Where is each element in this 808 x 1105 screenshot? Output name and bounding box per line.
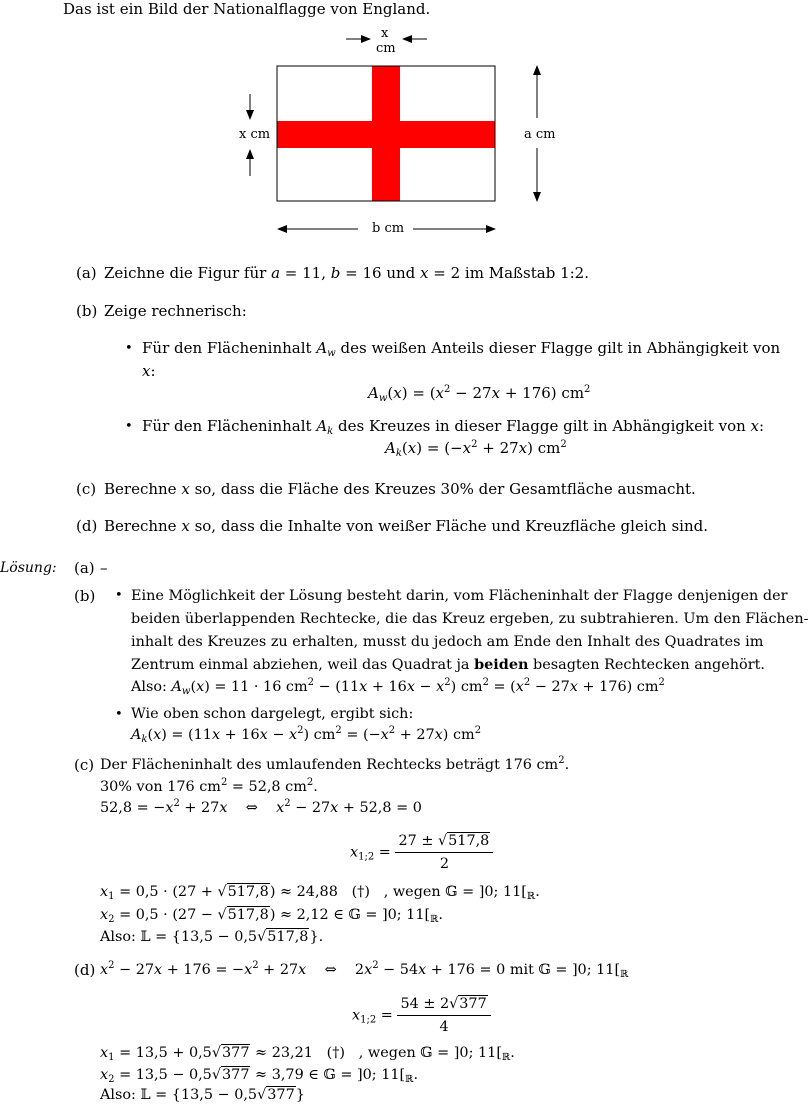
solution-b1-line3: inhalt des Kreuzes zu erhalten, musst du jedoch am Ende den Inhalt des Quadrates im xyxy=(131,634,764,650)
solution-c-x1: $x_1 = 0,5 \cdot (27 + √517,8) \approx 24,88$ (†) , wegen 𝔾 = ]0; $11[_ℝ$. xyxy=(100,884,540,902)
intro-text: Das ist ein Bild der Nationalflagge von England. xyxy=(63,0,431,18)
solution-c-formula: $x_{1;2}$ = $\frac{27 \pm √517,8}{2}$ xyxy=(350,831,493,874)
solution-d-line1: $x^2 - 27x + 176 = -x^2 + 27x$ ⇔ $2x^2 - 54x + 176 = 0$ mit 𝔾 = ]0; $11[_ℝ$ xyxy=(100,960,629,980)
task-b2-formula: $A_k(x) = (-x^2 + 27x)$ $cm^2$ xyxy=(385,439,567,459)
task-c-text: Berechne x so, dass die Fläche des Kreuzes 30% der Gesamtfläche ausmacht. xyxy=(104,480,696,498)
solution-d-formula: $x_{1;2}$ = $\frac{54 \pm 2√377}{4}$ xyxy=(352,994,491,1037)
task-a-label: (a) xyxy=(76,264,97,282)
solution-c-label: (c) xyxy=(74,756,95,774)
solution-a-label: (a) xyxy=(74,559,95,577)
task-b1-line1: Für den Flächeninhalt $A_w$ des weißen Anteils dieser Flagge gilt in Abhängigkeit von xyxy=(142,339,781,359)
solution-c-line3: $52,8 = -x^2 + 27x$ ⇔ $x^2 - 27x + 52,8 = 0$ xyxy=(100,798,422,816)
task-a-text: Zeichne die Figur für a = 11, b = 16 und x = 2 im Maßstab 1:2. xyxy=(104,264,589,282)
solution-c-x2: $x_2 = 0,5 \cdot (27 - √517,8) \approx 2,12$ ∈ 𝔾 = ]0; $11[_ℝ$. xyxy=(100,907,443,925)
bullet: • xyxy=(115,707,123,722)
task-b1-formula: $A_w(x) = (x^2 - 27x + 176)$ $cm^2$ xyxy=(368,384,591,404)
task-b-text: Zeige rechnerisch: xyxy=(104,302,247,320)
cross-horizontal xyxy=(277,121,495,148)
solution-a-text: – xyxy=(100,559,108,577)
solution-d-x2: $x_2 = 13,5 - 0,5√377 \approx 3,79$ ∈ 𝔾 = ]0; $11[_ℝ$. xyxy=(100,1067,419,1085)
bullet: • xyxy=(125,419,133,434)
solution-c-line2: 30% von 176 $cm^2 = 52,8$ $cm^2$. xyxy=(100,777,318,795)
solution-c-line1: Der Flächeninhalt des umlaufenden Rechtecks beträgt 176 $cm^2$. xyxy=(100,755,570,773)
solution-b-label: (b) xyxy=(74,587,96,605)
solution-b1-line4: Zentrum einmal abziehen, weil das Quadrat ja beiden besagten Rechtecken angehört. xyxy=(131,656,765,673)
right-label: a cm xyxy=(524,127,556,142)
solution-b2-line1: Wie oben schon dargelegt, ergibt sich: xyxy=(131,706,414,722)
england-flag-figure xyxy=(0,20,733,265)
solution-heading: Lösung: xyxy=(0,560,57,576)
solution-c-L: Also: 𝕃 = {13,5 − 0,5√517,8}. xyxy=(100,929,324,945)
bullet: • xyxy=(115,588,123,603)
bullet: • xyxy=(125,341,133,356)
solution-b1-line2: beiden überlappenden Rechtecke, die das Kreuz ergeben, zu subtrahieren. Um den Flächen- xyxy=(131,611,808,627)
solution-d-label: (d) xyxy=(74,961,96,979)
task-b2-line1: Für den Flächeninhalt $A_k$ des Kreuzes in dieser Flagge gilt in Abhängigkeit von x: xyxy=(142,417,765,437)
solution-b2-line2: $A_k(x) = (11x + 16x - x^2) cm^2 = (-x^2 + 27x)$ $cm^2$ xyxy=(131,725,482,745)
left-label: x cm xyxy=(239,127,271,142)
task-b1-line2: x: xyxy=(142,362,156,380)
bottom-label: b cm xyxy=(372,221,405,236)
task-d-label: (d) xyxy=(76,517,98,535)
task-c-label: (c) xyxy=(76,480,97,498)
task-b-label: (b) xyxy=(76,302,98,320)
solution-d-L: Also: 𝕃 = {13,5 − 0,5√377} xyxy=(100,1087,305,1103)
solution-b1-line5: Also: $A_w(x) = 11 \cdot 16$ $cm^2 - (11x + 16x - x^2) cm^2 = (x^2 - 27x + 176)$ $cm^2$ xyxy=(131,677,665,697)
task-d-text: Berechne x so, dass die Inhalte von weißer Fläche und Kreuzfläche gleich sind. xyxy=(104,517,708,535)
top-label-x: x xyxy=(381,26,389,41)
solution-b1-line1: Eine Möglichkeit der Lösung besteht darin, vom Flächeninhalt der Flagge denjenigen der xyxy=(131,588,788,604)
solution-d-x1: $x_1 = 13,5 + 0,5√377 \approx 23,21$ (†) , wegen 𝔾 = ]0; $11[_ℝ$. xyxy=(100,1045,515,1063)
top-label-cm: cm xyxy=(376,41,396,56)
